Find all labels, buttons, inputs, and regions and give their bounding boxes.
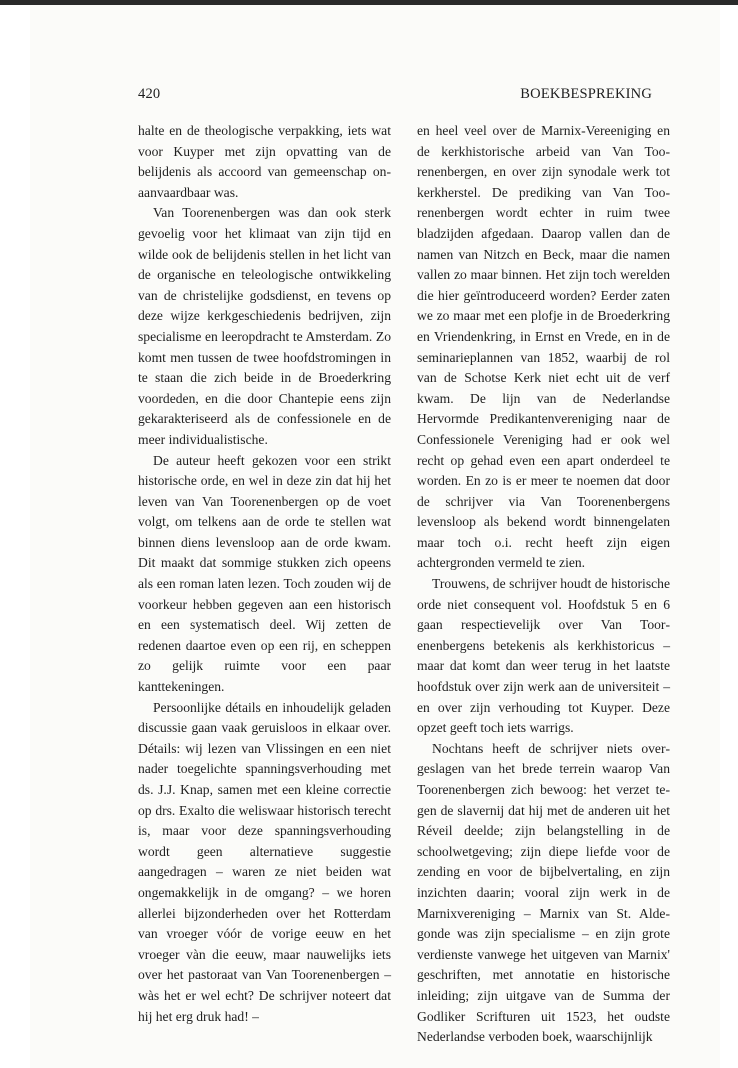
paragraph: De auteur heeft gekozen voor een strikt historische orde, en wel in deze zin dat hij het leven van Van Toorenenbergen op de voet volgt, om telkens aan de orde te stellen wat binnen diens levensloop aan de orde kwam. Dit maakt dat sommige stukken zich opeens als een roman laten lezen. Toch zouden wij de voorkeur hebben gegeven aan een historisch en een systematisch deel. Wij zetten de redenen daartoe even op een rij, en scheppen zo gelijk ruimte voor een paar kanttekeningen. [138, 452, 391, 695]
paragraph: Nochtans heeft de schrijver niets overgeslagen van het brede terrein waarop Van Toorenenbergen zich bewoog: het verzet tegen de slavernij dat hij met de anderen uit het Réveil deelde; zijn belangstelling in de schoolwetgeving; zijn diepe liefde voor de zending en voor de bijbelvertaling, en zijn inzichten daarin; vooral zijn werk in de Marnixvereniging – Marnix van St. Aldegonde was zijn specialisme – en zijn grote verdienste vanwege het uitgeven van Marnix' geschriften, met annotatie en historische inleiding; zijn uitgave van de Summa der Godliker Scrifturen uit 1523, het oudste Nederlandse verboden boek, waarschijnlijk [417, 740, 670, 1045]
paragraph: Van Toorenenbergen was dan ook sterk gevoelig voor het klimaat van zijn tijd en wilde ook de belijdenis stellen in het licht van de organische en teleologische ontwikkeling van de christelijke godsdienst, en tevens op deze wijze kerkgeschiedenis bedrijven, zijn specialisme en leeropdracht te Amsterdam. Zo komt men tussen de twee hoofdstromingen in te staan die zich beide in de Broederkring voordeden, en die door Chantepie eens zijn gekarakteriseerd als de confessionele en de meer individualistische. [138, 205, 391, 447]
paragraph: en heel veel over de Marnix-Vereeniging en de kerkhistorische arbeid van Van Toorenenbergen, en over zijn synodale werk tot kerkherstel. De prediking van Van Toorenenbergen wordt echter in ruim twee bladzijden afgedaan. Daarop vallen dan de namen van Nitzch en Beck, maar die namen vallen zo maar binnen. Het zijn toch werelden die hier geïntroduceerd worden? Eerder zaten we zo maar met een plofje in de Broederkring en Vriendenkring, in Ernst en Vrede, en in de seminarieplannen van 1852, waarbij de rol van de Schotse Kerk niet echt uit de verf kwam. De lijn van de Nederlandse Hervormde Predikantenvereniging naar de Confessionele Vereniging had er ook wel recht op gehad even een apart onderdeel te worden. En zo is er meer te noemen dat door de schrijver via Van Toorenenbergens levensloop als bekend wordt binnengelaten maar toch o.i. recht heeft zijn eigen achtergronden vermeld te zien. [417, 123, 670, 571]
running-head: BOEKBESPREKING [520, 86, 652, 102]
left-column [138, 121, 391, 1027]
paragraph: Trouwens, de schrijver houdt de historische orde niet consequent vol. Hoofdstuk 5 en 6 gaan respectievelijk over Van Toorenenbergens betekenis als kerkhistoricus – maar dat komt dan weer terug in het laatste hoofdstuk over zijn werk aan de universiteit – en over zijn verhouding tot Kuyper. Deze opzet geeft toch iets warrigs. [417, 576, 670, 736]
right-column [417, 121, 670, 1048]
page-number: 420 [138, 86, 161, 102]
paragraph: Persoonlijke détails en inhoudelijk geladen discussie gaan vaak geruisloos in elkaar over. Détails: wij lezen van Vlissingen en een niet nader toegelichte spanningsverhouding met ds. J.J. Knap, samen met een kleine correctie op drs. Exalto die weliswaar historisch terecht is, maar voor deze spanningsverhouding wordt geen alternatieve suggestie aangedragen – waren ze niet beiden wat ongemakkelijk in de omgang? – we horen allerlei bijzonderheden over het Rotterdam van vroeger vóór de vorige eeuw en het vroeger vàn die eeuw, maar nauwelijks iets over het pastoraat van Van Toorenenbergen – wàs het er wel echt? De schrijver noteert dat hij het erg druk had! – [138, 699, 391, 1024]
page-header [138, 86, 652, 106]
paragraph: halte en de theologische verpakking, iets wat voor Kuyper met zijn opvatting van de belijdenis als accoord van gemeenschap onaanvaardbaar was. [138, 123, 391, 200]
